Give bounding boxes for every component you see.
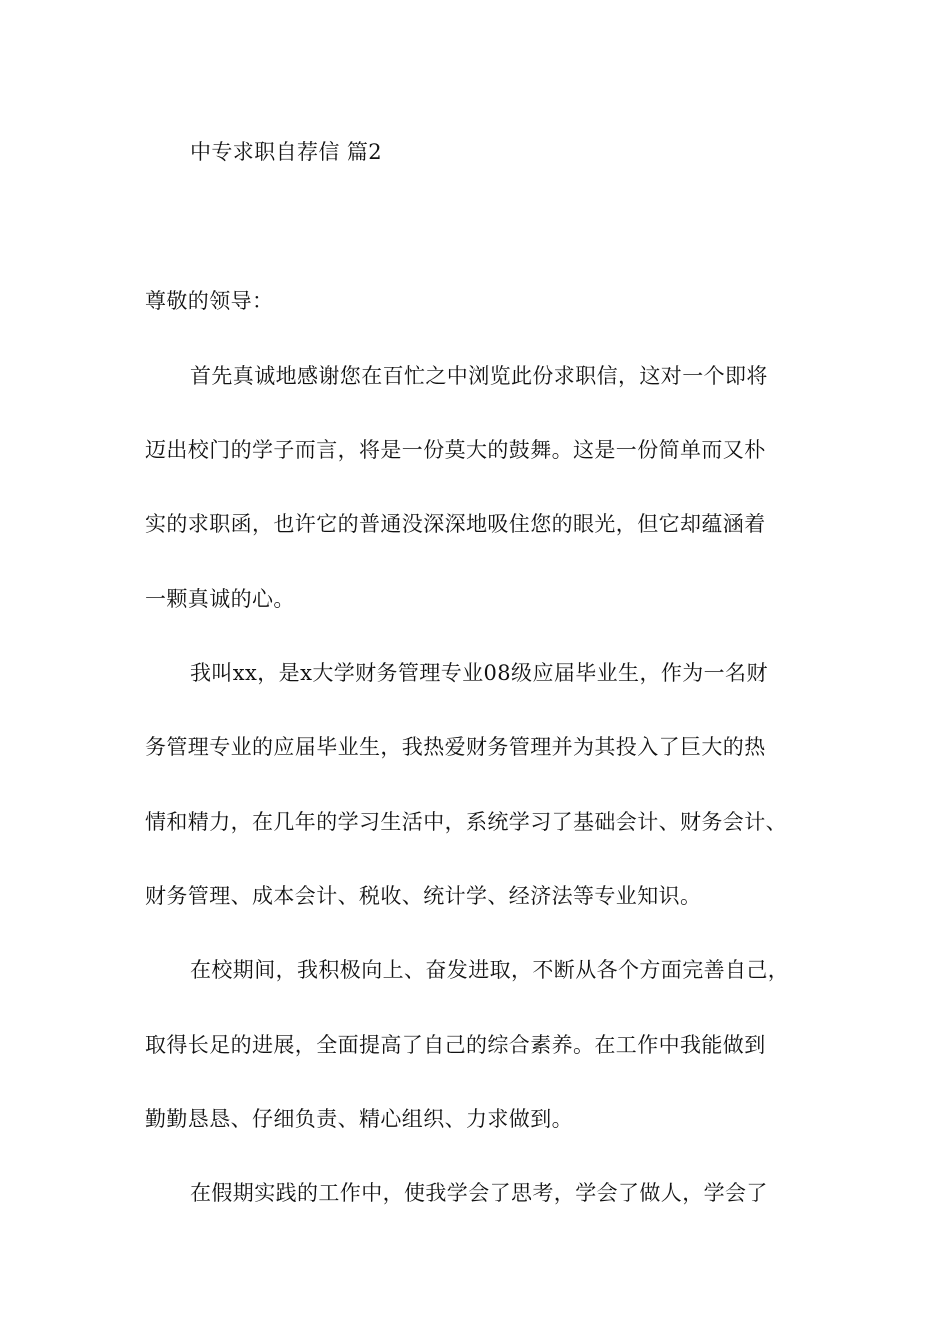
paragraph-line: 一颗真诚的心。: [145, 587, 295, 611]
paragraph-line: 情和精力，在几年的学习生活中，系统学习了基础会计、财务会计、: [145, 810, 787, 834]
paragraph-line: 在假期实践的工作中，使我学会了思考，学会了做人，学会了: [190, 1181, 768, 1205]
salutation: 尊敬的领导：: [145, 289, 274, 313]
paragraph-line: 务管理专业的应届毕业生，我热爱财务管理并为其投入了巨大的热: [145, 735, 766, 759]
paragraph-line: 财务管理、成本会计、税收、统计学、经济法等专业知识。: [145, 884, 702, 908]
document-title: 中专求职自荐信 篇2: [190, 140, 383, 164]
paragraph-line: 在校期间，我积极向上、奋发进取，不断从各个方面完善自己，: [190, 958, 790, 982]
paragraph-line: 迈出校门的学子而言，将是一份莫大的鼓舞。这是一份简单而又朴: [145, 438, 766, 462]
paragraph-line: 勤勤恳恳、仔细负责、精心组织、力求做到。: [145, 1107, 573, 1131]
paragraph-line: 我叫xx，是x大学财务管理专业08级应届毕业生，作为一名财: [190, 661, 768, 685]
paragraph-line: 首先真诚地感谢您在百忙之中浏览此份求职信，这对一个即将: [190, 364, 768, 388]
paragraph-line: 实的求职函，也许它的普通没深深地吸住您的眼光，但它却蕴涵着: [145, 512, 766, 536]
paragraph-line: 取得长足的进展，全面提高了自己的综合素养。在工作中我能做到: [145, 1033, 766, 1057]
